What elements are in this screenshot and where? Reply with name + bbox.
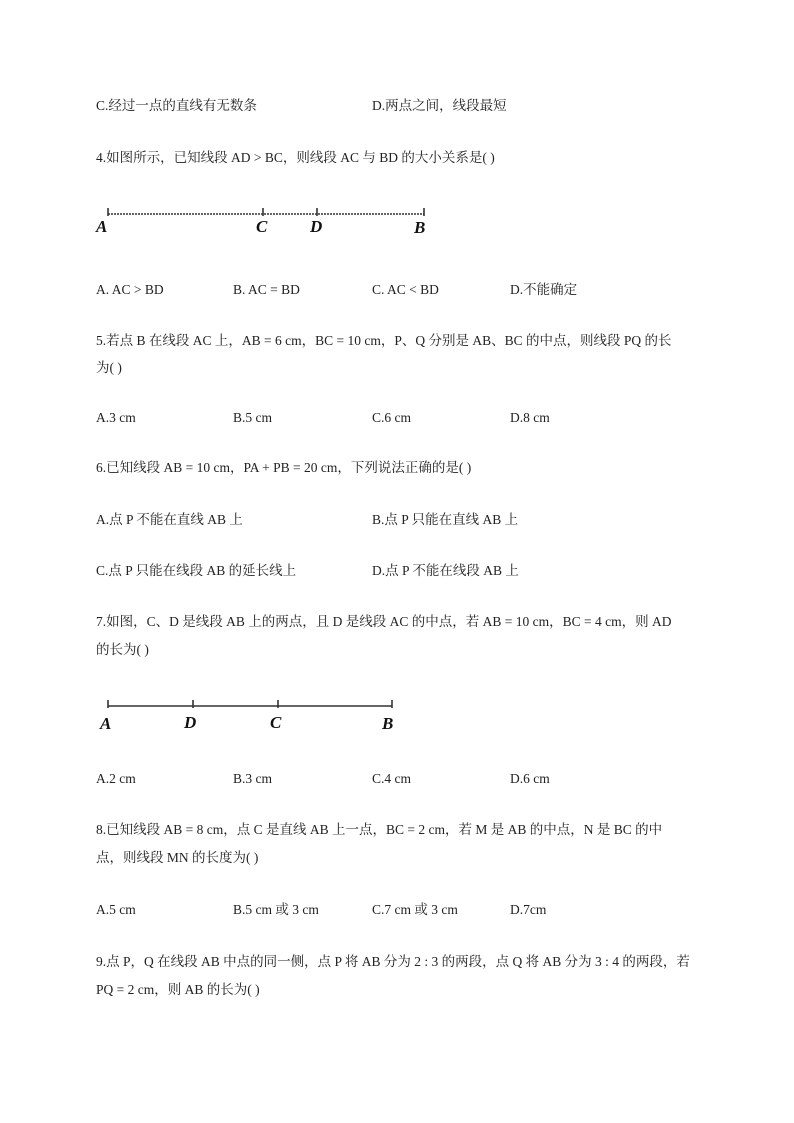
q4-option-a: A. AC > BD (96, 282, 164, 297)
q5-option-b: B.5 cm (233, 410, 272, 425)
q5-stem-line2: 为( ) (96, 360, 122, 375)
q7-option-a: A.2 cm (96, 771, 136, 786)
q7-stem-line1: 7.如图，C、D 是线段 AB 上的两点，且 D 是线段 AC 的中点，若 AB = 10 cm，BC = 4 cm，则 AD (96, 614, 672, 629)
q7-label-b: B (382, 714, 394, 733)
q4-label-d: D (310, 217, 323, 236)
q6-option-a: A.点 P 不能在直线 AB 上 (96, 512, 243, 527)
q8-stem-line1: 8.已知线段 AB = 8 cm，点 C 是直线 AB 上一点，BC = 2 cm，若 M 是 AB 的中点，N 是 BC 的中 (96, 822, 663, 837)
q8-stem-line2: 点，则线段 MN 的长度为( ) (96, 850, 259, 865)
q6-option-c: C.点 P 只能在线段 AB 的延长线上 (96, 563, 297, 578)
q7-label-a: A (100, 714, 112, 733)
q7-label-d: D (184, 713, 197, 732)
q7-label-c: C (270, 713, 282, 732)
q4-option-c: C. AC < BD (372, 282, 439, 297)
q4-option-d: D.不能确定 (510, 282, 578, 297)
q7-option-d: D.6 cm (510, 771, 550, 786)
q4-label-b: B (414, 218, 426, 237)
q4-stem: 4.如图所示，已知线段 AD > BC，则线段 AC 与 BD 的大小关系是( ) (96, 150, 495, 165)
q6-option-d: D.点 P 不能在线段 AB 上 (372, 563, 519, 578)
q4-option-b: B. AC = BD (233, 282, 300, 297)
q3-option-d: D.两点之间，线段最短 (372, 98, 507, 113)
q8-option-d: D.7cm (510, 902, 547, 917)
q9-stem-line2: PQ = 2 cm，则 AB 的长为( ) (96, 982, 260, 997)
q5-option-a: A.3 cm (96, 410, 136, 425)
q7-stem-line2: 的长为( ) (96, 642, 149, 657)
q7-option-b: B.3 cm (233, 771, 272, 786)
q7-option-c: C.4 cm (372, 771, 411, 786)
q8-option-a: A.5 cm (96, 902, 136, 917)
q9-stem-line1: 9.点 P，Q 在线段 AB 中点的同一侧，点 P 将 AB 分为 2 : 3 的两段，点 Q 将 AB 分为 3 : 4 的两段，若 (96, 954, 690, 969)
q8-option-b: B.5 cm 或 3 cm (233, 902, 319, 917)
q4-segment-figure (96, 200, 436, 240)
q7-segment-figure (96, 696, 406, 736)
q4-label-a: A (96, 217, 108, 236)
q6-option-b: B.点 P 只能在直线 AB 上 (372, 512, 519, 527)
q5-option-d: D.8 cm (510, 410, 550, 425)
q6-stem: 6.已知线段 AB = 10 cm，PA + PB = 20 cm，下列说法正确的是( ) (96, 460, 472, 475)
q5-stem-line1: 5.若点 B 在线段 AC 上，AB = 6 cm，BC = 10 cm，P、Q 分别是 AB、BC 的中点，则线段 PQ 的长 (96, 333, 672, 348)
q3-option-c: C.经过一点的直线有无数条 (96, 98, 257, 113)
q5-option-c: C.6 cm (372, 410, 411, 425)
q8-option-c: C.7 cm 或 3 cm (372, 902, 458, 917)
q4-label-c: C (256, 217, 268, 236)
